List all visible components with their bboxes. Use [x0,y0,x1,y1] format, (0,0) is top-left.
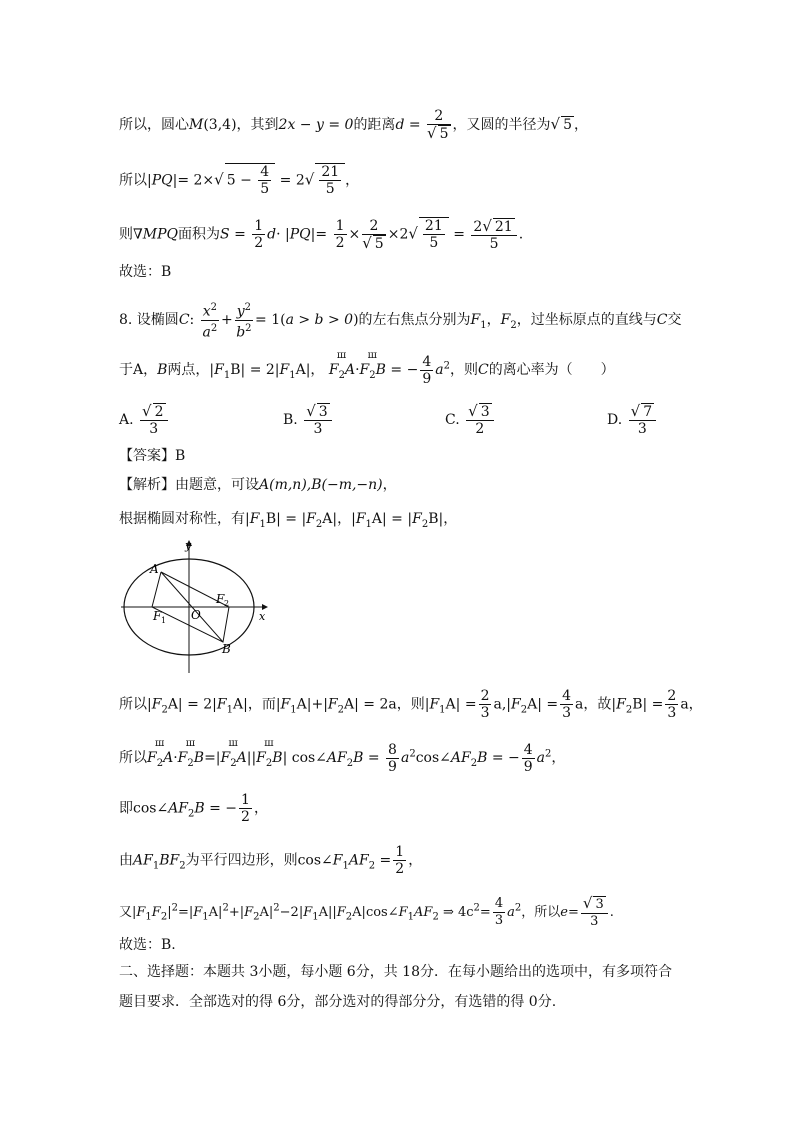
question-8: 8. 设椭圆C: $\frac{x^2}{a^2}$ + $\frac{y^2}{b^2}$ = 1(a > b > 0)的左右焦点分别为$F_1$，$F_2$，过坐标原点的直线与C交 [119,302,682,341]
question-8-cont: 于A，B两点，$|F_1B| = 2|F_1A|$， ш $F_2A\cdot ш$ $F_2B$ = − $\frac{4}{9}$ $a^2$，则C的离心率为（ ） [119,350,615,387]
origin-label: O [191,608,201,622]
point-a-label: A [150,562,159,576]
section-2-heading-cont: 题目要求．全部选对的得 6分，部分选对的得部分分，有选错的得 0分. [119,994,557,1010]
line-chord-length: 所以|PQ|= 2×√ 5 − $\frac{4}{5}$ = 2√ $\frac{21}{5}$ ， [119,164,360,197]
final-choice: 故选：B. [119,937,176,953]
line-center-distance: 所以，圆心M(3,4)，其到2x − y = 0的距离d = $\frac{2}{√ 5}$ ，又圆的半径为√ 5 ， [119,108,589,142]
analysis: 【解析】由题意，可设A(m,n),B(−m,−n)， [119,477,397,493]
symmetry-line: 根据椭圆对称性，有$|F_1B| = |F_2A|$，$|F_1A| = |F_2B|$， [119,511,458,530]
solution-line-2: 所以ш $F_2A\cdot ш$ $F_2B=|ш$ $F_2A||ш$ $F_2B|$ $\cos\angle AF_2B$ = $\frac{8}{9}$ $a^2\cos\angle AF_2B$ = − $\frac{4}{9}$ $a^2$， [119,738,565,775]
ellipse-diagram [119,535,274,675]
f1-label: F [153,609,162,623]
line-triangle-area: 则∇MPQ面积为S = $\frac{1}{2}$ d· |PQ|= $\frac{1}{2}$ × $\frac{2}{√ 5}$ ×2√ $\frac{21}{5}$ = $\frac{2√ 21}{5}$ . [119,216,524,252]
option-c: C. $\frac{√ 3}{2}$ [445,403,496,437]
choice-line: 故选：B [119,264,172,280]
solution-line-3: 即$\cos\angle AF_2B$ = − $\frac{1}{2}$ ， [119,792,268,825]
solution-line-1: 所以$|F_2A| = 2|F_1A|$，而$|F_1A|+|F_2A| = 2a$，则$|F_1A|$ = $\frac{2}{3}$ $a,|F_2A|$ = $\frac{4}{3}$ a，故$|F_2B|$ = $\frac{2}{3}$ a， [119,688,703,721]
f1-sub: 1 [161,616,167,625]
fraction: $\frac{2}{√ 5}$ [427,108,449,142]
answer: 【答案】B [119,448,186,464]
y-label: y [185,539,192,552]
f2-sub: 2 [224,599,230,608]
option-d: D. $\frac{√ 7}{3}$ [607,403,658,437]
f2-label: F [216,592,225,606]
section-2-heading: 二、选择题：本题共 3小题，每小题 6分，共 18分．在每小题给出的选项中，有多项符合 [119,964,672,980]
solution-line-4: 由$AF_1BF_2$为平行四边形，则$\cos\angle F_1AF_2$ = $\frac{1}{2}$ ， [119,844,423,877]
option-b: B. $\frac{√ 3}{3}$ [283,403,334,437]
solution-line-5: 又$|F_1F_2|^2=|F_1A|^2+|F_2A|^2-2|F_1A||F_2A|\cos\angle F_1AF_2$ ⇒ $4c^2=$ $\frac{4}{3}$ $a^2$，所以e= $\frac{√ 3}{3}$ . [119,894,614,929]
option-a: A. $\frac{√ 2}{3}$ [119,403,170,437]
x-label: x [259,610,266,623]
point-b-label: B [222,642,231,656]
